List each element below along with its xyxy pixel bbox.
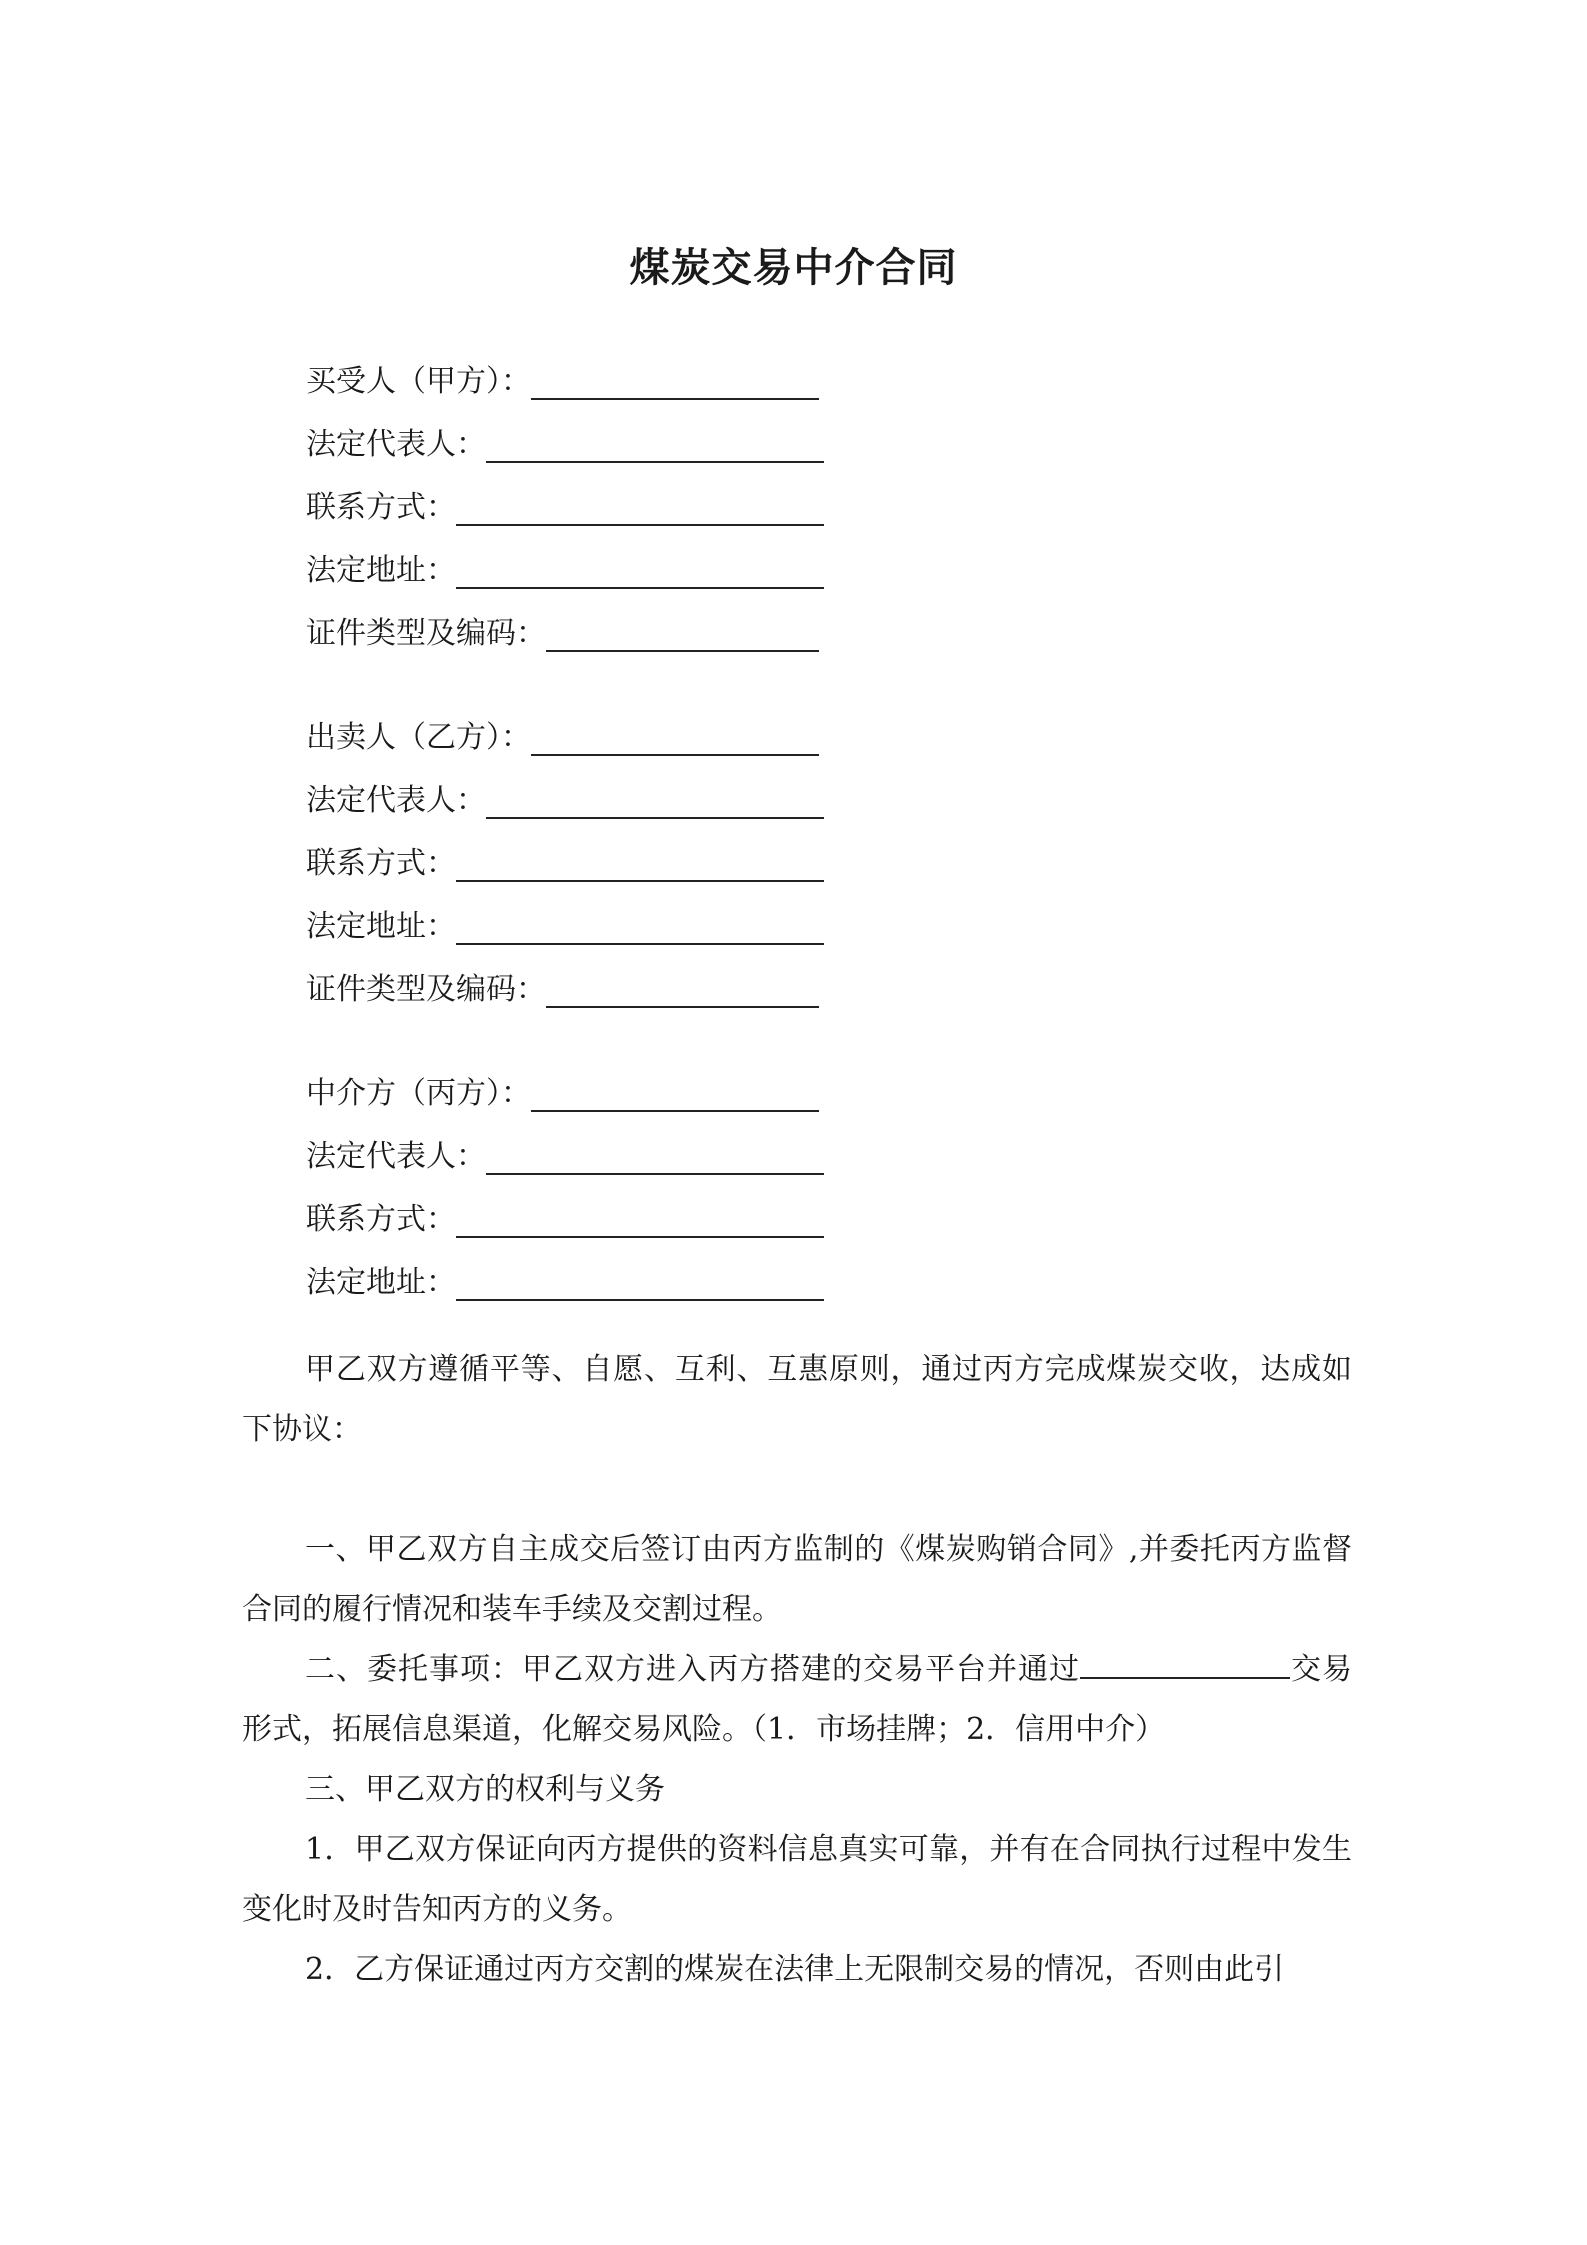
party-a-contact-label: 联系方式： [306, 490, 456, 525]
party-b-id-field[interactable] [306, 968, 819, 1008]
party-b-id-line[interactable] [546, 976, 819, 1008]
party-c-name-field[interactable] [306, 1072, 819, 1112]
party-a-contact-field[interactable] [306, 486, 824, 526]
party-a-address-label: 法定地址： [306, 553, 456, 588]
party-a-address-field[interactable] [306, 549, 824, 589]
party-a-name-line[interactable] [531, 368, 819, 400]
party-a-name-field[interactable] [306, 360, 819, 400]
party-c-rep-label: 法定代表人： [306, 1139, 486, 1174]
party-b-address-line[interactable] [456, 913, 824, 945]
party-b-name-field[interactable] [306, 716, 819, 756]
party-a-id-label: 证件类型及编码： [306, 616, 546, 651]
party-c-address-field[interactable] [306, 1261, 824, 1301]
party-c-contact-label: 联系方式： [306, 1202, 456, 1237]
party-c-rep-line[interactable] [486, 1143, 824, 1175]
party-a-rep-field[interactable] [306, 423, 824, 463]
party-c-name-label: 中介方（丙方）： [306, 1076, 531, 1111]
clause-1-paragraph: 一、甲乙双方自主成交后签订由丙方监制的《煤炭购销合同》,并委托丙方监督合同的履行情况和装车手续及交割过程。 [242, 1532, 1352, 1627]
clause-3-heading: 三、甲乙双方的权利与义务 [305, 1772, 665, 1807]
trade-form-blank[interactable] [1080, 1649, 1290, 1679]
party-c-rep-field[interactable] [306, 1135, 824, 1175]
party-b-id-label: 证件类型及编码： [306, 972, 546, 1007]
clause-2-text-start: 二、委托事项：甲乙双方进入丙方搭建的交易平台并通过 [305, 1652, 1080, 1687]
clause-2-paragraph [242, 1640, 1352, 1760]
item-1-paragraph: 1．甲乙双方保证向丙方提供的资料信息真实可靠，并有在合同执行过程中发生变化时及时告知丙方的义务。 [242, 1832, 1352, 1927]
party-b-address-label: 法定地址： [306, 909, 456, 944]
party-a-name-label: 买受人（甲方）： [306, 364, 531, 399]
party-a-id-field[interactable] [306, 612, 819, 652]
intro-paragraph: 甲乙双方遵循平等、自愿、互利、互惠原则，通过丙方完成煤炭交收，达成如下协议： [242, 1352, 1352, 1447]
clause-2-text-end: 交易形式，拓展信息渠道，化解交易风险。（1．市场挂牌；2．信用中介） [242, 1652, 1352, 1747]
party-a-id-line[interactable] [546, 620, 819, 652]
party-b-address-field[interactable] [306, 905, 824, 945]
party-b-name-line[interactable] [531, 724, 819, 756]
party-a-rep-label: 法定代表人： [306, 427, 486, 462]
party-c-address-label: 法定地址： [306, 1265, 456, 1300]
party-a-rep-line[interactable] [486, 431, 824, 463]
party-b-name-label: 出卖人（乙方）： [306, 720, 531, 755]
party-c-contact-field[interactable] [306, 1198, 824, 1238]
party-b-contact-label: 联系方式： [306, 846, 456, 881]
party-a-address-line[interactable] [456, 557, 824, 589]
party-b-rep-line[interactable] [486, 787, 824, 819]
party-c-contact-line[interactable] [456, 1206, 824, 1238]
party-c-name-line[interactable] [531, 1080, 819, 1112]
party-c-address-line[interactable] [456, 1269, 824, 1301]
party-a-contact-line[interactable] [456, 494, 824, 526]
party-b-contact-line[interactable] [456, 850, 824, 882]
party-b-contact-field[interactable] [306, 842, 824, 882]
party-b-rep-label: 法定代表人： [306, 783, 486, 818]
item-2-paragraph: 2．乙方保证通过丙方交割的煤炭在法律上无限制交易的情况，否则由此引 [305, 1952, 1285, 1987]
document-title: 煤炭交易中介合同 [629, 244, 958, 291]
party-b-rep-field[interactable] [306, 779, 824, 819]
